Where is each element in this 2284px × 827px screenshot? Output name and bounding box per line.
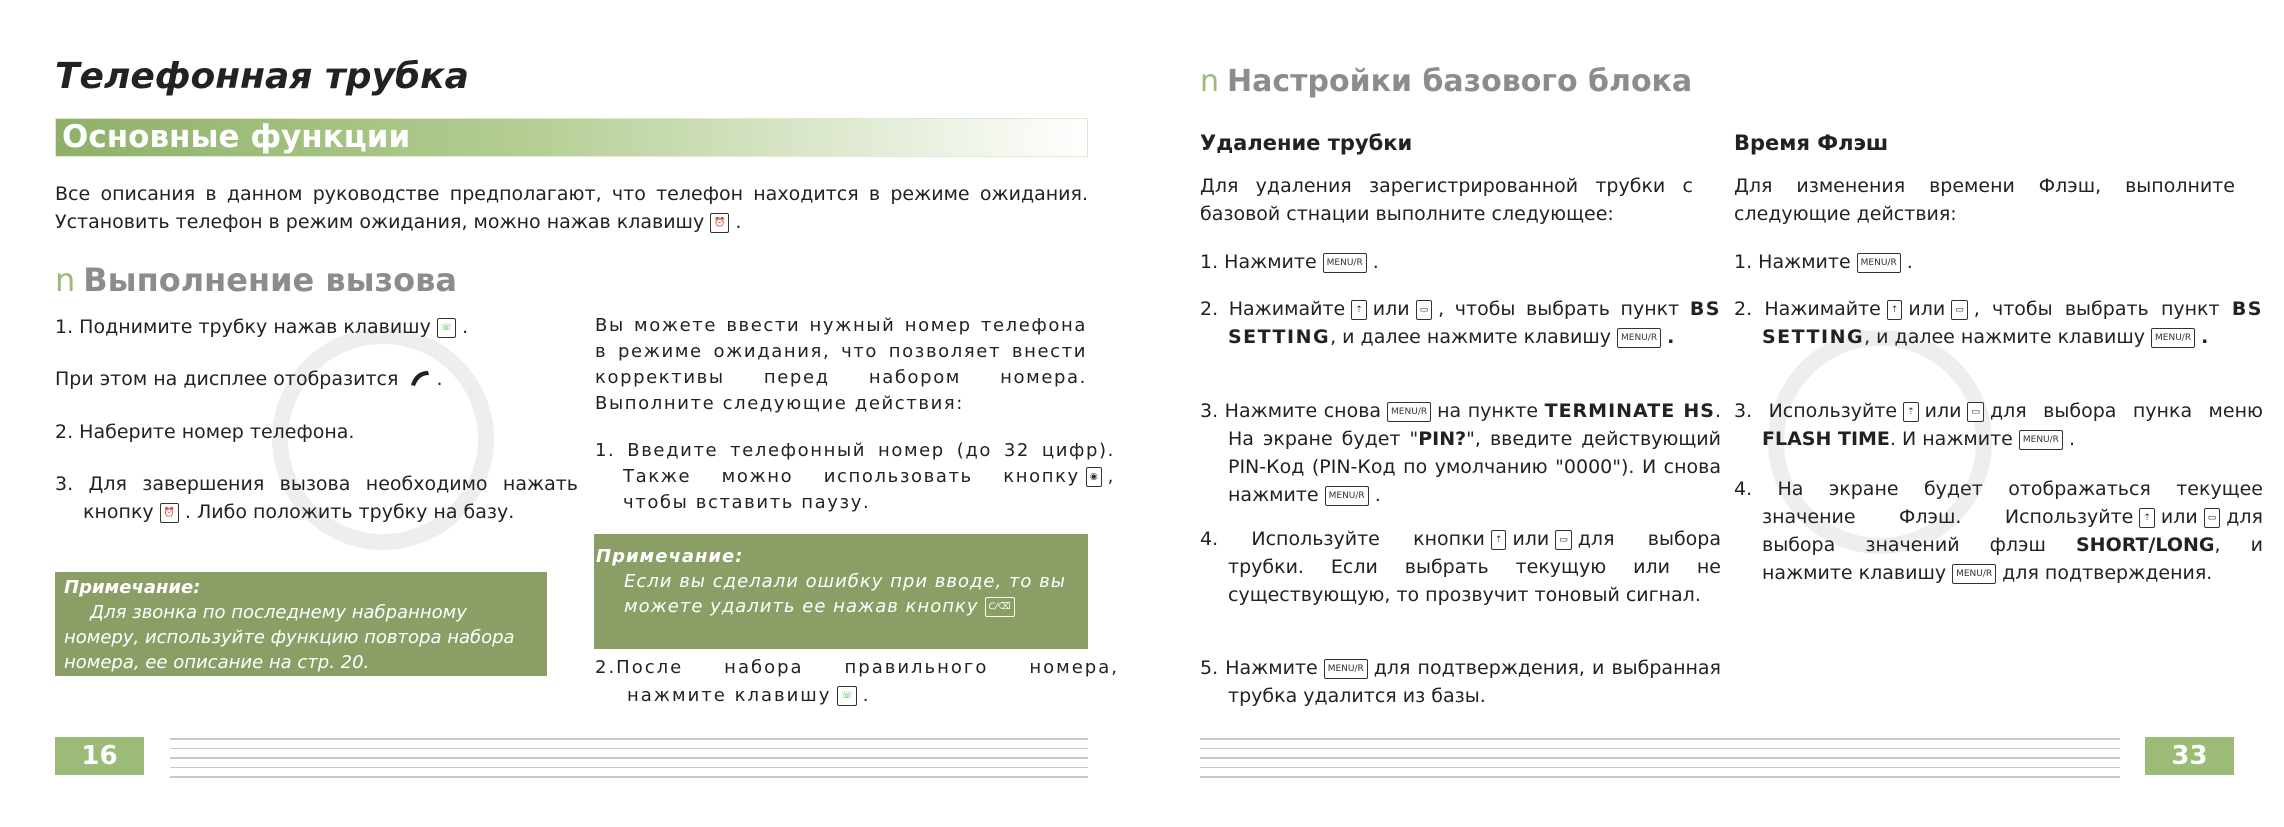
- predial-step-2: 2.После набора правильного номера, нажмите клавишу ☏ .: [595, 657, 1119, 706]
- delete-handset-title: Удаление трубки: [1200, 131, 1413, 155]
- note-box-right: [594, 534, 1088, 649]
- flash-time-title: Время Флэш: [1734, 131, 1889, 155]
- up-key-icon: ⇡: [1903, 402, 1919, 422]
- delete-step-4: 4. Используйте кнопки ⇡ или ▭ для выбора трубки. Если выбрать текущую или не существующую, то прозвучит тоновый сигнал.: [1200, 528, 1721, 606]
- note-text: Если вы сделали ошибку при вводе, то вы можете удалить ее нажав кнопку: [624, 571, 1066, 617]
- call-heading: n Выполнение вызова: [55, 261, 457, 299]
- up-key-icon: ⇡: [2139, 508, 2155, 528]
- footer-rules-right: [1200, 738, 2120, 778]
- menu-key-icon: MENU/R: [1323, 253, 1367, 273]
- end-key-icon: ⏰: [160, 503, 179, 523]
- note-title: Примечание:: [596, 546, 744, 567]
- delete-step-3: 3. Нажмите снова MENU/R на пункте TERMINATE HS. На экране будет "PIN?", введите действующий PIN-Код (PIN-Код по умолчанию "0000"). И снова нажмите MENU/R .: [1200, 400, 1721, 506]
- call-step-1: 1. Поднимите трубку нажав клавишу ☏ .: [55, 316, 469, 338]
- base-settings-heading: n Настройки базового блока: [1200, 64, 1693, 99]
- book-key-icon: ▭: [1967, 402, 1984, 422]
- talk-key-icon: ☏: [837, 686, 856, 706]
- book-key-icon: ▭: [2204, 508, 2221, 528]
- flash-step-4: 4. На экране будет отображаться текущее значение Флэш. Используйте ⇡ или ▭ для выбора значений флэш SHORT/LONG, и нажмите клавишу MENU/R для подтверждения.: [1734, 478, 2263, 584]
- menu-key-icon: MENU/R: [1617, 328, 1661, 348]
- up-key-icon: ⇡: [1491, 530, 1507, 550]
- flash-step-1: 1. Нажмите MENU/R .: [1734, 251, 1913, 273]
- end-call-key-icon: ⏰: [710, 213, 729, 233]
- note-box-left: [55, 572, 547, 676]
- predial-intro: Вы можете ввести нужный номер телефона в режиме ожидания, что позволяет внести коррективы перед набором номера. Выполните следующие действия:: [595, 315, 1087, 414]
- call-display-note: При этом на дисплее отобразится .: [55, 368, 443, 390]
- footer-rules-left: [170, 738, 1088, 778]
- page-number-right: 33: [2145, 737, 2234, 775]
- delete-step-1: 1. Нажмите MENU/R .: [1200, 251, 1379, 273]
- call-step-2: 2. Наберите номер телефона.: [55, 421, 355, 443]
- page-number-left: 16: [55, 737, 144, 775]
- flash-step-3: 3. Используйте ⇡ или ▭ для выбора пунка меню FLASH TIME. И нажмите MENU/R .: [1734, 400, 2263, 450]
- menu-key-icon: MENU/R: [1387, 402, 1431, 422]
- section-title: Основные функции: [62, 119, 411, 155]
- delete-intro: Для удаления зарегистрированной трубки с базовой стнации выполните следующее:: [1200, 175, 1693, 225]
- book-key-icon: ▭: [1416, 300, 1433, 320]
- delete-step-2: 2. Нажимайте ⇡ или ▭ , чтобы выбрать пункт BS SETTING, и далее нажмите клавишу MENU/R .: [1200, 298, 1721, 348]
- talk-key-icon: ☏: [437, 318, 456, 338]
- menu-key-icon: MENU/R: [1857, 253, 1901, 273]
- intro-paragraph: Все описания в данном руководстве предполагают, что телефон находится в режиме ожидания. Установить телефон в режим ожидания, можно нажав клавишу ⏰ .: [55, 183, 1088, 233]
- book-key-icon: ▭: [1555, 530, 1572, 550]
- clear-key-icon: C/⌫: [985, 597, 1015, 617]
- menu-key-icon: MENU/R: [1952, 564, 1996, 584]
- flash-step-2: 2. Нажимайте ⇡ или ▭ , чтобы выбрать пункт BS SETTING, и далее нажмите клавишу MENU/R .: [1734, 298, 2263, 348]
- flash-intro: Для изменения времени Флэш, выполните следующие действия:: [1734, 175, 2235, 225]
- section-title-bar: [55, 118, 1088, 157]
- up-key-icon: ⇡: [1351, 300, 1367, 320]
- note-text: Для звонка по последнему набранному номеру, используйте функцию повтора набора номера, ее описание на стр. 20.: [64, 602, 515, 673]
- book-key-icon: ▭: [1951, 300, 1968, 320]
- handset-icon: [408, 369, 432, 391]
- menu-key-icon: MENU/R: [1324, 659, 1368, 679]
- menu-key-icon: MENU/R: [1325, 486, 1369, 506]
- note-title: Примечание:: [64, 577, 201, 598]
- page-header: Телефонная трубка: [55, 56, 469, 97]
- menu-key-icon: MENU/R: [2019, 430, 2063, 450]
- delete-step-5: 5. Нажмите MENU/R для подтверждения, и выбранная трубка удалится из базы.: [1200, 657, 1721, 707]
- menu-key-icon: MENU/R: [2151, 328, 2195, 348]
- pause-key-icon: ◉: [1086, 467, 1102, 487]
- call-step-3: 3. Для завершения вызова необходимо нажать кнопку ⏰ . Либо положить трубку на базу.: [55, 473, 578, 523]
- up-key-icon: ⇡: [1887, 300, 1903, 320]
- predial-step-1: 1. Введите телефонный номер (до 32 цифр). Также можно использовать кнопку ◉ , чтобы вставить паузу.: [595, 440, 1115, 513]
